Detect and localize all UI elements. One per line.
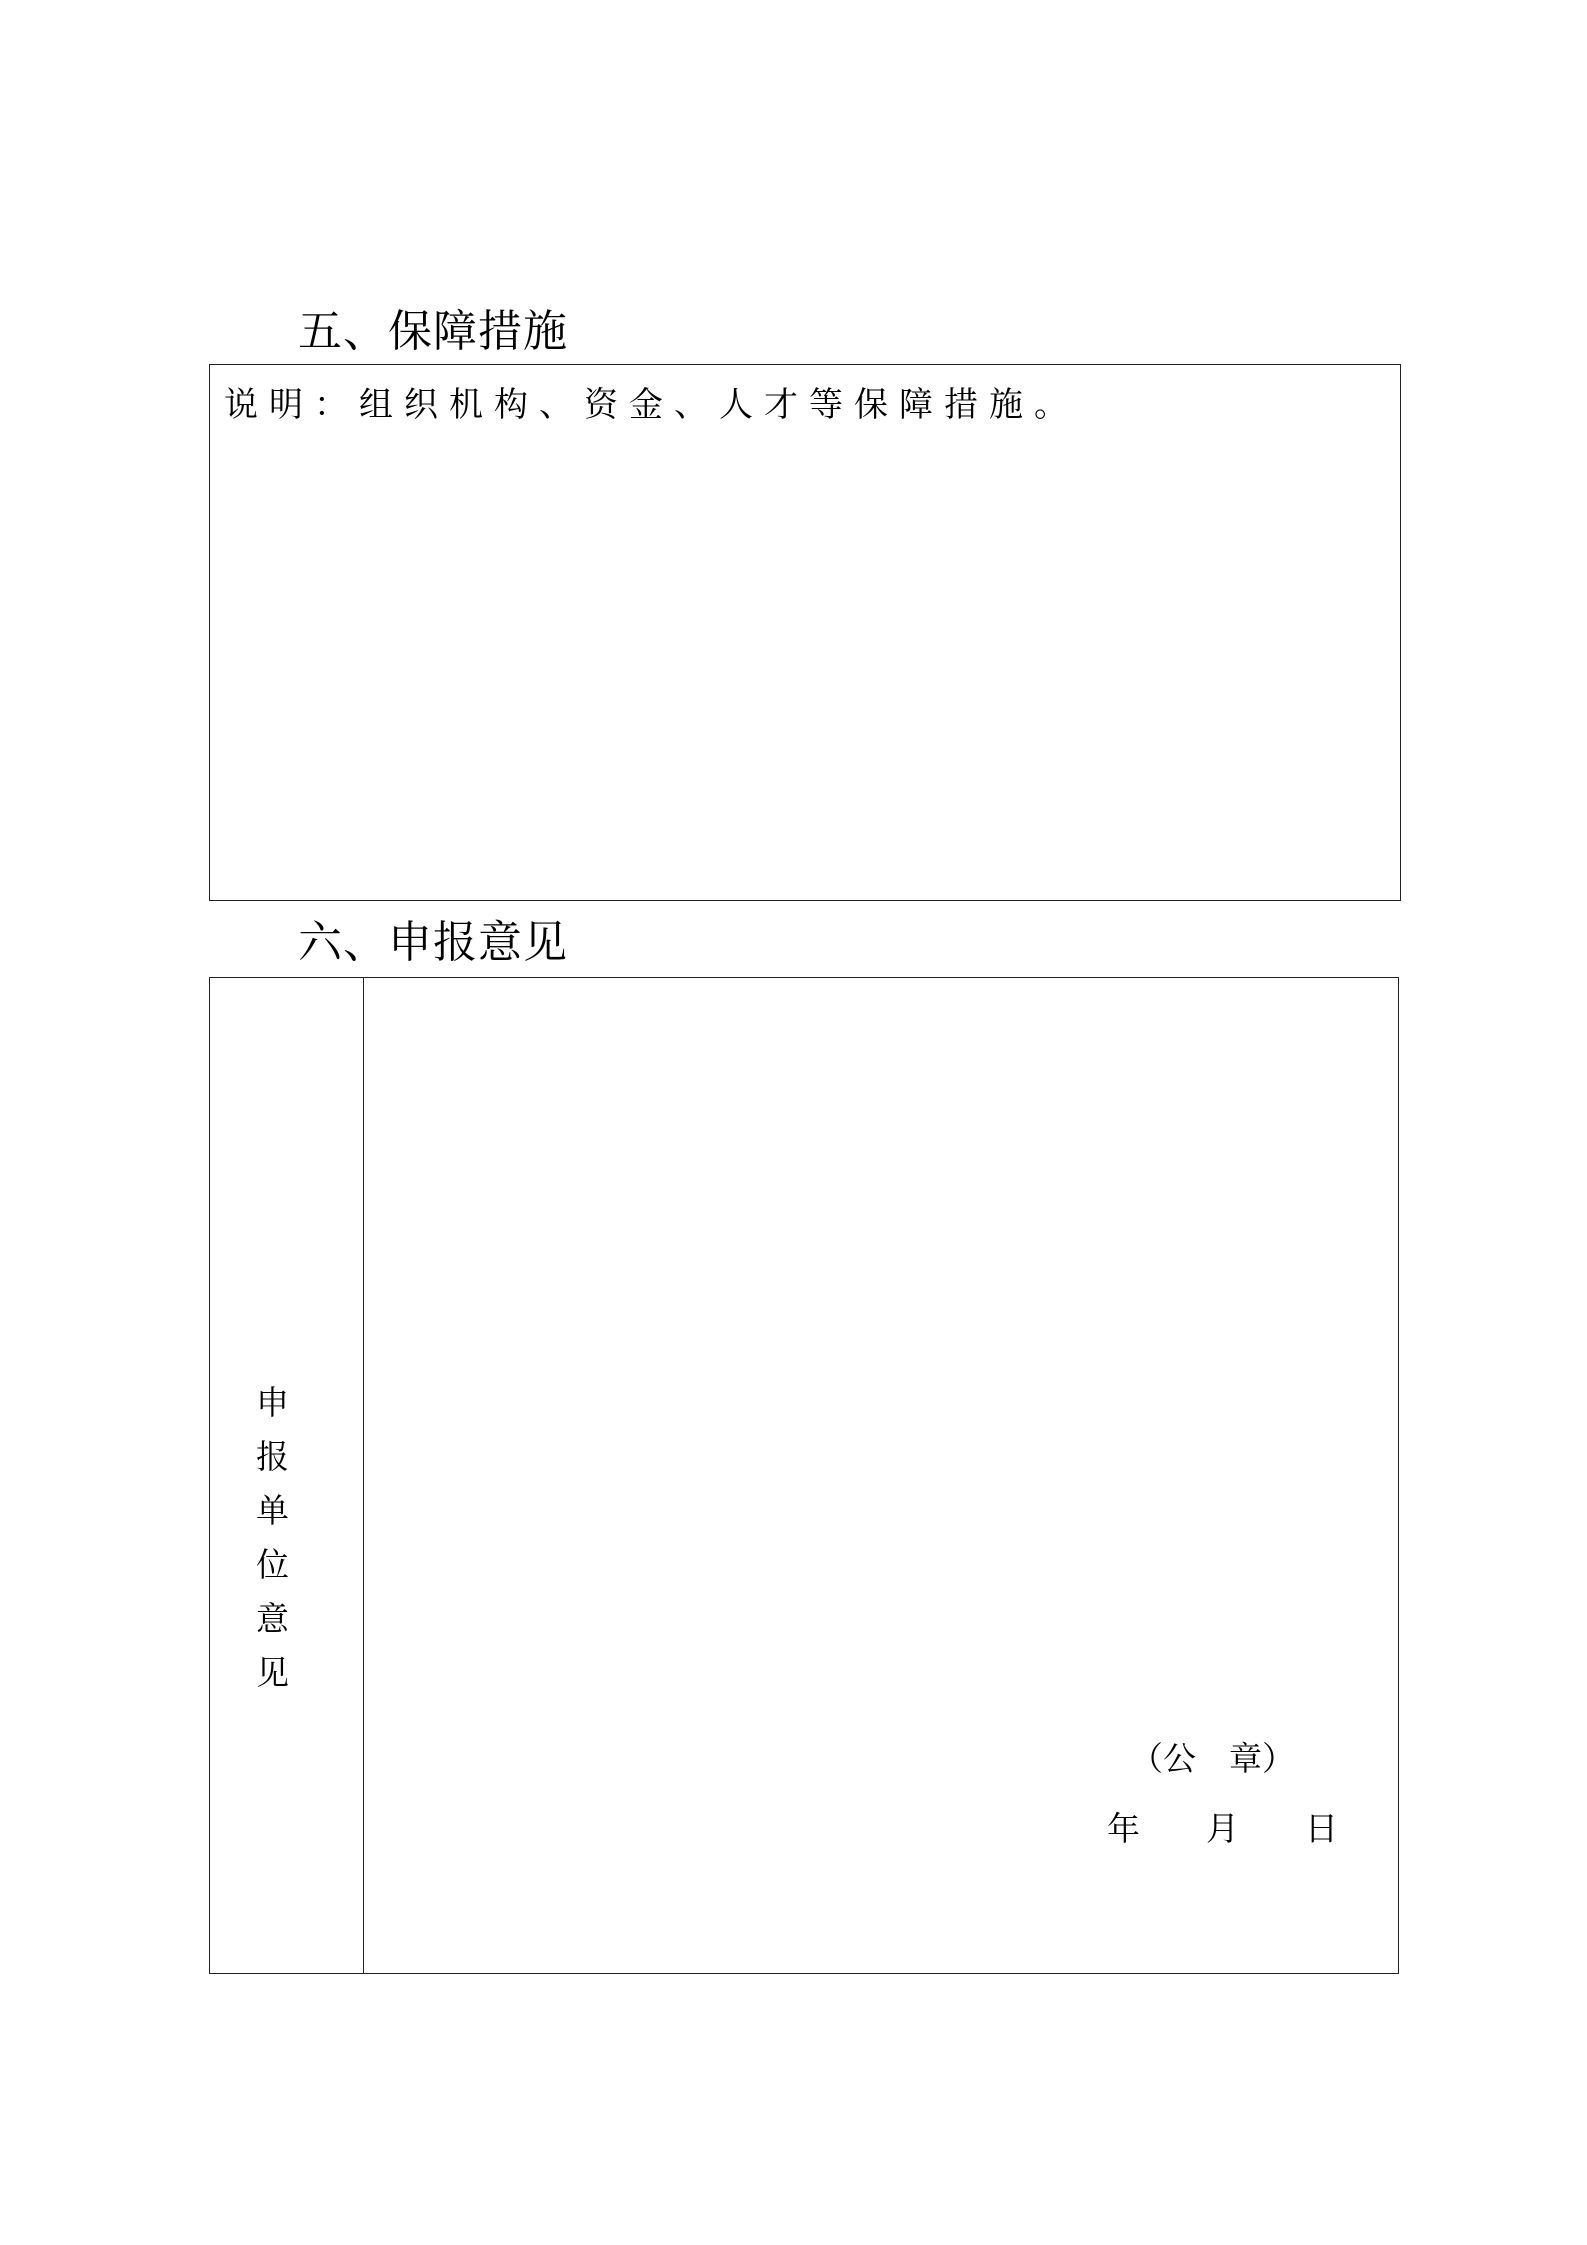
opinion-label-cell	[210, 978, 363, 1973]
application-opinion-table	[209, 977, 1399, 1974]
official-seal-label: （公 章）	[1130, 1739, 1295, 1778]
section-6-heading: 六、申报意见	[298, 917, 568, 968]
safeguard-measures-note: 说明：组织机构、资金、人才等保障措施。	[224, 385, 1079, 425]
safeguard-measures-box[interactable]	[209, 364, 1401, 901]
table-divider	[363, 978, 364, 1973]
section-5-heading: 五、保障措施	[298, 306, 568, 357]
opinion-row-label: 申报单位意见	[256, 1383, 297, 1692]
date-line: 年 月 日	[1107, 1809, 1338, 1848]
